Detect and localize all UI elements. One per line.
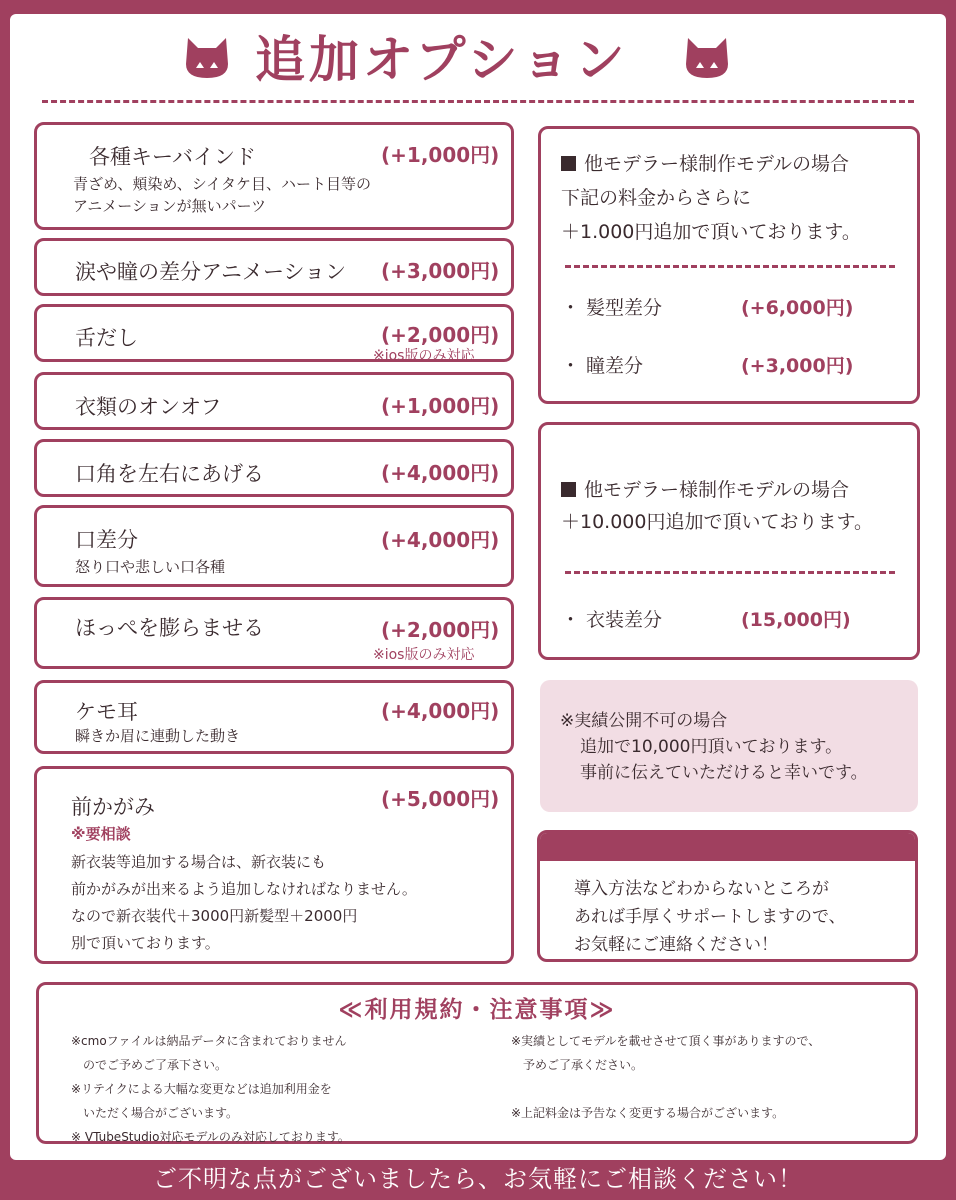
terms-line: のでご予めご了承下さい。: [71, 1058, 228, 1072]
option-item: [34, 505, 514, 587]
panel-heading: 他モデラー様制作モデルの場合: [561, 473, 849, 507]
option-price: (+1,000円): [381, 143, 500, 167]
option-price: (+4,000円): [381, 528, 500, 552]
terms-line: 予めご了承ください。: [511, 1058, 644, 1072]
option-name: 前かがみ: [71, 795, 155, 819]
support-line: 導入方法などわからないところが: [574, 879, 829, 899]
owl-icon-left: [184, 34, 230, 80]
terms-line: いただく場合がございます。: [71, 1106, 239, 1120]
option-desc: 新衣装等追加する場合は、新衣装にも: [71, 853, 327, 871]
option-name: 各種キーバインド: [89, 145, 256, 169]
option-desc: なので新衣装代＋3000円新髪型＋2000円: [71, 907, 358, 925]
option-desc: 前かがみが出来るよう追加しなければなりません。: [71, 880, 417, 898]
option-name: 舌だし: [75, 326, 138, 350]
square-bullet-icon: [561, 156, 576, 171]
option-desc: 別で頂いております。: [71, 934, 220, 952]
option-desc: アニメーションが無いパーツ: [73, 197, 267, 215]
panel-entry-price: (15,000円): [741, 609, 851, 631]
option-name: ケモ耳: [75, 700, 138, 724]
option-item: [34, 766, 514, 964]
option-desc: 瞬きか眉に連動した動き: [75, 727, 241, 745]
consult-note: ※要相談: [71, 825, 131, 843]
support-text: [574, 875, 846, 959]
option-item: [34, 238, 514, 296]
title-divider: [42, 100, 914, 103]
panel-heading: 他モデラー様制作モデルの場合: [561, 147, 849, 181]
option-price: (+4,000円): [381, 699, 500, 723]
panel-divider: [565, 265, 895, 268]
notice-line: 追加で10,000円頂いております。: [580, 737, 843, 757]
option-price: (+2,000円): [381, 618, 500, 642]
option-name: 口差分: [75, 528, 138, 552]
notice-box: [540, 680, 918, 812]
option-item: [34, 597, 514, 669]
option-item: [34, 680, 514, 754]
terms-left: [71, 1029, 350, 1149]
panel-divider: [565, 571, 895, 574]
notice-line: 事前に伝えていただけると幸いです。: [580, 763, 868, 783]
option-item: [34, 122, 514, 230]
support-header-bar: [540, 833, 915, 861]
option-item: [34, 372, 514, 430]
panel-entry-price: (+3,000円): [741, 355, 854, 377]
page-title: 追加オプション: [255, 31, 629, 89]
option-desc: 青ざめ、頬染め、シイタケ目、ハート目等の: [73, 175, 372, 193]
terms-box: [36, 982, 918, 1144]
other-modeler-panel-2: [538, 422, 920, 660]
terms-line: ※リテイクによる大幅な変更などは追加利用金を: [71, 1082, 332, 1096]
option-note: ※ios版のみ対応: [373, 647, 475, 663]
option-price: (+2,000円): [381, 323, 500, 347]
support-box: [537, 830, 918, 962]
option-name: 衣類のオンオフ: [75, 395, 222, 419]
panel-entry-price: (+6,000円): [741, 297, 854, 319]
panel-line: ＋10.000円追加で頂いております。: [561, 511, 873, 533]
option-note: ※ios版のみ対応: [373, 348, 475, 364]
option-price: (+5,000円): [381, 787, 500, 811]
terms-line: ※実績としてモデルを載せさせて頂く事がありますので、: [511, 1034, 821, 1048]
footer-text: ご不明な点がございましたら、お気軽にご相談ください！: [153, 1165, 803, 1193]
other-modeler-panel: [538, 126, 920, 404]
option-name: 口角を左右にあげる: [75, 462, 264, 486]
terms-line: [511, 1077, 820, 1101]
option-item: [34, 439, 514, 497]
square-bullet-icon: [561, 482, 576, 497]
panel-line: ＋1.000円追加で頂いております。: [561, 221, 861, 243]
option-item: [34, 304, 514, 362]
terms-title: ≪利用規約・注意事項≫: [338, 997, 616, 1023]
option-price: (+1,000円): [381, 394, 500, 418]
option-name: 涙や瞳の差分アニメーション: [75, 260, 347, 284]
panel-line: 下記の料金からさらに: [561, 187, 752, 209]
option-name: ほっぺを膨らませる: [75, 616, 264, 640]
terms-right: [511, 1029, 820, 1125]
panel-entry-label: ・ 瞳差分: [561, 355, 644, 377]
support-line: お気軽にご連絡ください！: [574, 935, 778, 955]
notice-line: ※実績公開不可の場合: [560, 711, 728, 731]
panel-entry-label: ・ 衣装差分: [561, 609, 663, 631]
terms-line: ※ VTubeStudio対応モデルのみ対応しております。: [71, 1130, 350, 1144]
owl-icon-right: [684, 34, 730, 80]
option-desc: 怒り口や悲しい口各種: [75, 558, 226, 576]
support-line: あれば手厚くサポートしますので、: [574, 907, 846, 927]
option-price: (+3,000円): [381, 259, 500, 283]
terms-line: ※cmoファイルは納品データに含まれておりません: [71, 1034, 347, 1048]
panel-entry-label: ・ 髪型差分: [561, 297, 663, 319]
terms-line: ※上記料金は予告なく変更する場合がございます。: [511, 1106, 785, 1120]
option-price: (+4,000円): [381, 461, 500, 485]
